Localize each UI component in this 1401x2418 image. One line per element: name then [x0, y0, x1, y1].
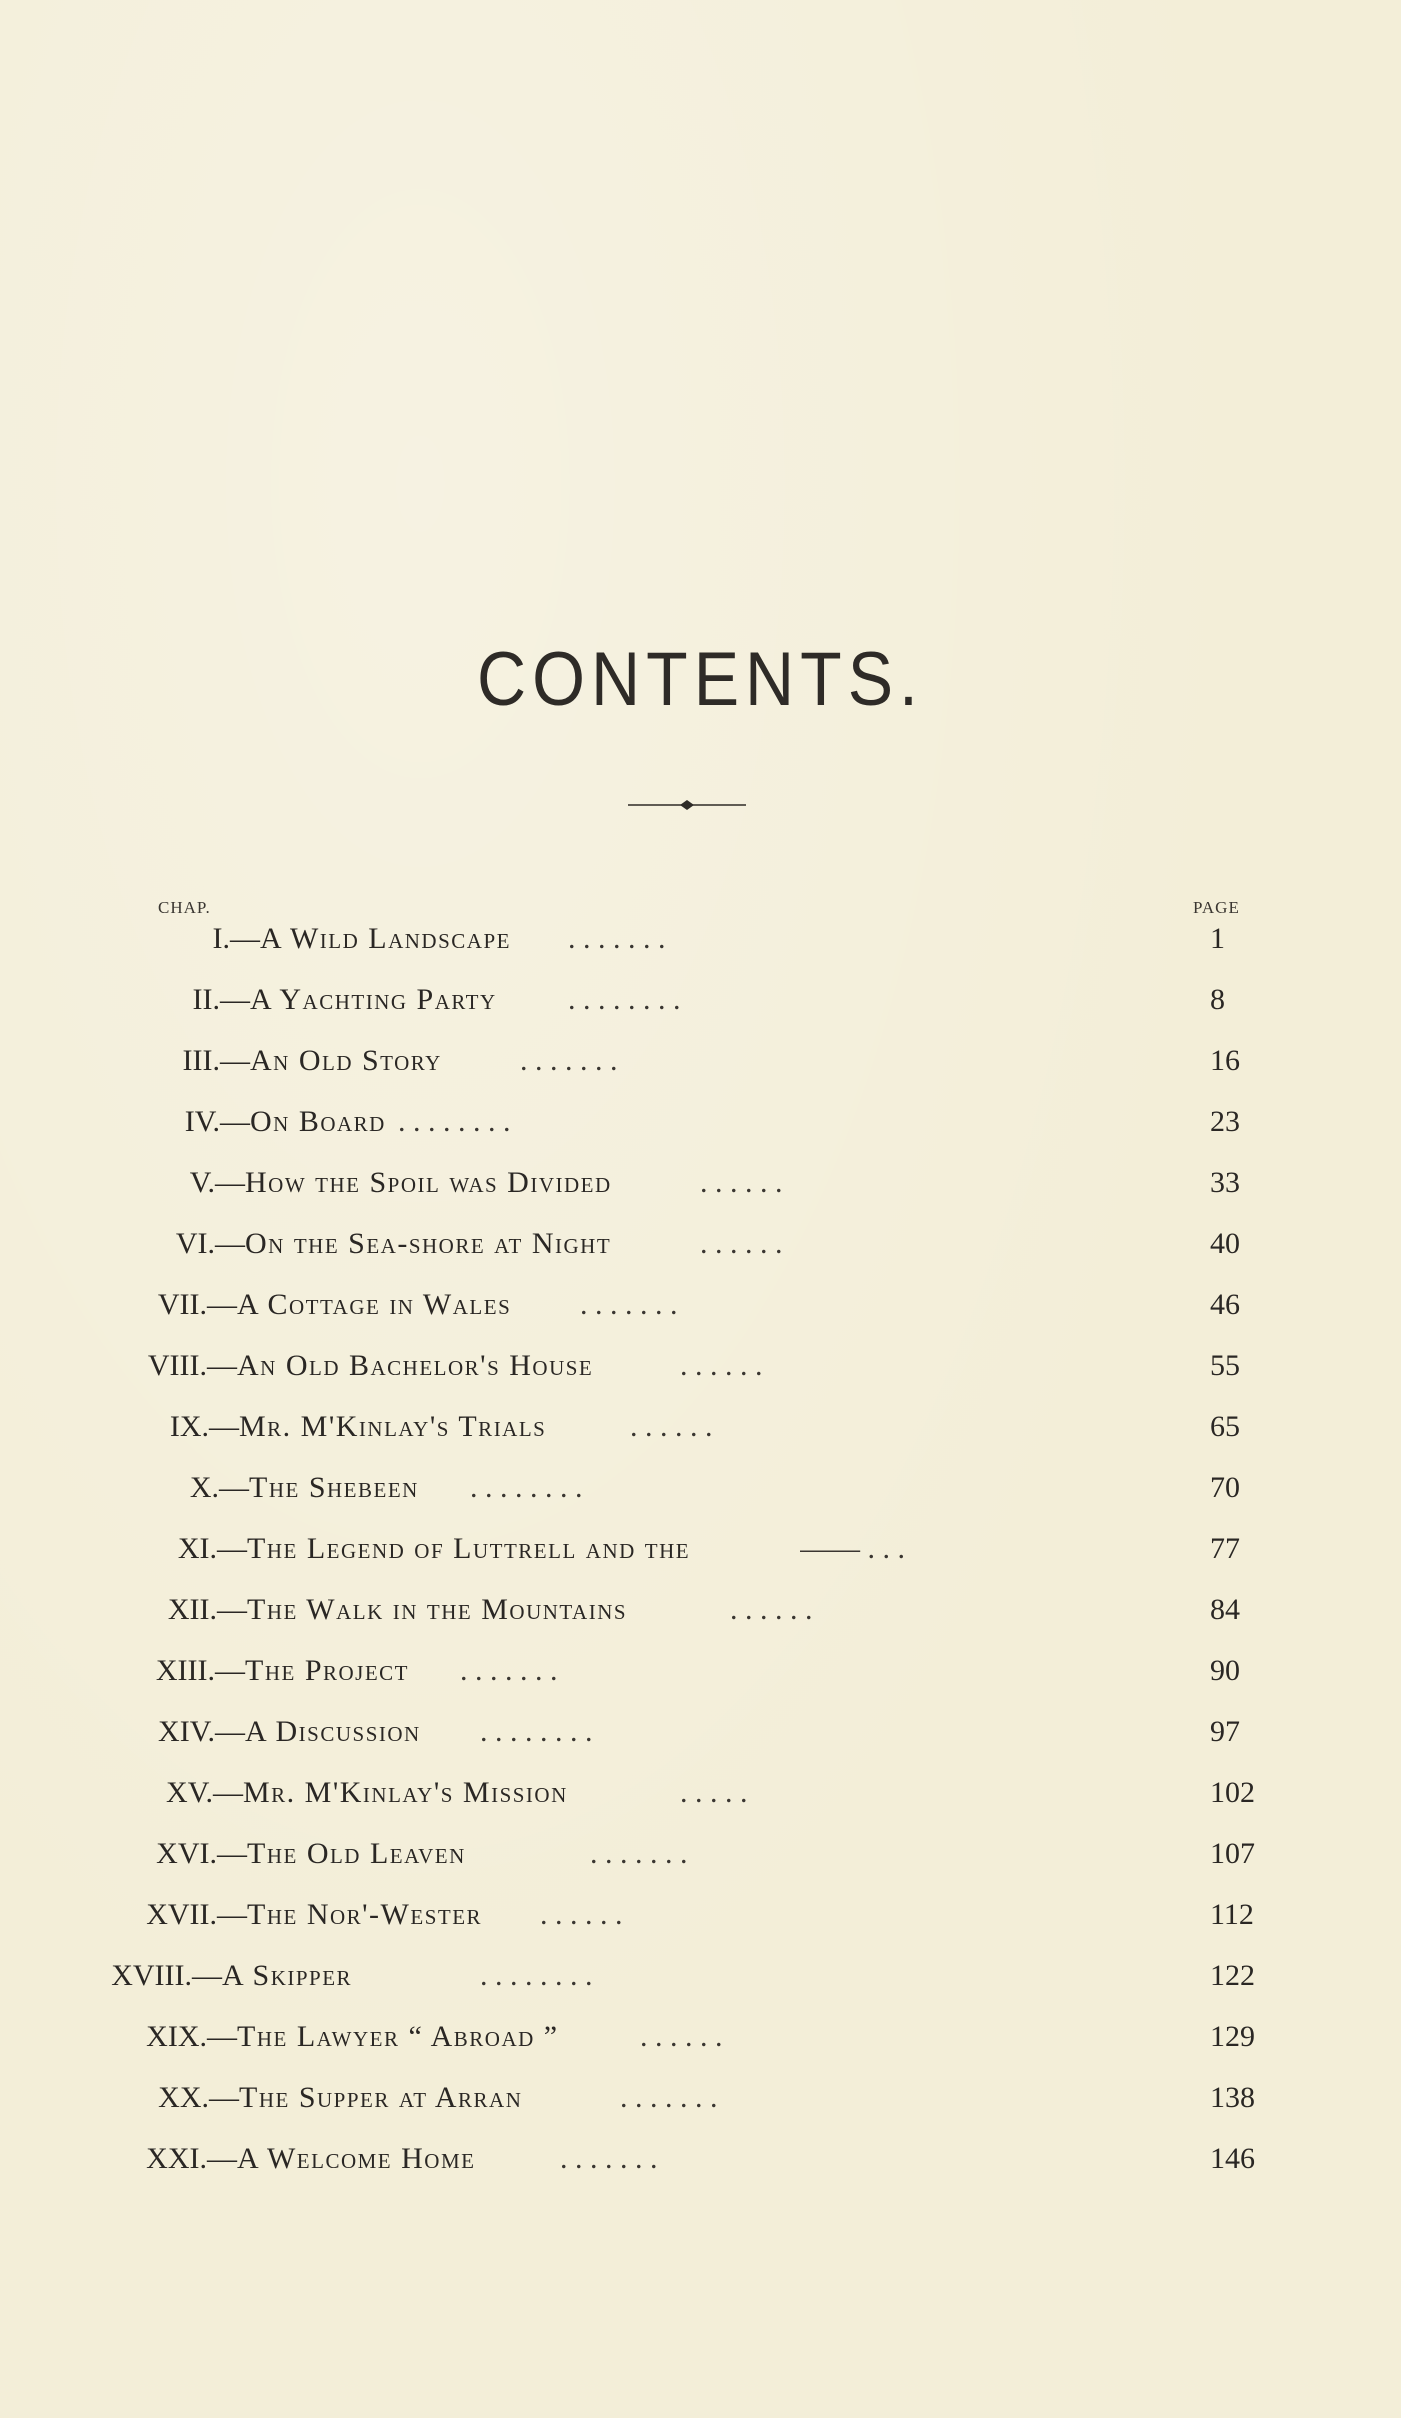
chapter-number: XII.—	[167, 1593, 247, 1626]
dot-leader: . . . . . . . .	[480, 1715, 593, 1748]
chapter-title: A Skipper	[222, 1959, 353, 1992]
chapter-column-label: CHAP.	[158, 898, 211, 917]
dot-leader: . . . . . . . .	[568, 983, 681, 1016]
dot-leader: . . . . . .	[630, 1410, 713, 1443]
chapter-number: II.—	[192, 983, 250, 1016]
page-number: 146	[1210, 2142, 1255, 2175]
chapter-title: A Cottage in Wales	[237, 1288, 512, 1321]
page-number: 77	[1210, 1532, 1240, 1565]
toc-entry	[0, 1463, 1401, 1513]
chapter-title: The Legend of Luttrell and the	[247, 1532, 691, 1565]
chapter-title: The Nor'-Wester	[247, 1898, 483, 1931]
chapter-title: The Lawyer “ Abroad ”	[237, 2020, 559, 2053]
toc-entry	[0, 1768, 1401, 1818]
toc-entry	[0, 1646, 1401, 1696]
dot-leader: —— . . .	[800, 1532, 905, 1565]
toc-entry	[0, 1036, 1401, 1086]
dot-leader: . . . . . .	[640, 2020, 723, 2053]
toc-entry	[0, 914, 1401, 964]
page-number: 40	[1210, 1227, 1240, 1260]
page-number: 8	[1210, 983, 1225, 1016]
dot-leader: . . . . . . .	[520, 1044, 618, 1077]
chapter-number: XIV.—	[158, 1715, 245, 1748]
page-number: 16	[1210, 1044, 1240, 1077]
toc-entry	[0, 1341, 1401, 1391]
page-number: 84	[1210, 1593, 1240, 1626]
chapter-title: On the Sea-shore at Night	[245, 1227, 612, 1260]
chapter-title: A Welcome Home	[237, 2142, 476, 2175]
chapter-title: A Wild Landscape	[260, 922, 511, 955]
page-number: 112	[1210, 1898, 1254, 1931]
chapter-number: IV.—	[184, 1105, 250, 1138]
dot-leader: . . . . . . . .	[398, 1105, 511, 1138]
chapter-number: X.—	[189, 1471, 249, 1504]
toc-entry	[0, 1951, 1401, 2001]
chapter-title: On Board	[250, 1105, 386, 1138]
toc-entry	[0, 1585, 1401, 1635]
chapter-number: XIII.—	[155, 1654, 245, 1687]
chapter-title: A Yachting Party	[250, 983, 497, 1016]
dot-leader: . . . . . . . .	[480, 1959, 593, 1992]
chapter-number: XVII.—	[146, 1898, 247, 1931]
page-number: 97	[1210, 1715, 1240, 1748]
toc-entry	[0, 2012, 1401, 2062]
toc-entry	[0, 1219, 1401, 1269]
toc-entry	[0, 1707, 1401, 1757]
dot-leader: . . . . . . .	[460, 1654, 558, 1687]
toc-entry	[0, 1402, 1401, 1452]
chapter-number: XVIII.—	[111, 1959, 222, 1992]
page-number: 107	[1210, 1837, 1255, 1870]
page-number: 55	[1210, 1349, 1240, 1382]
dot-leader: . . . . . . .	[580, 1288, 678, 1321]
chapter-number: XIX.—	[146, 2020, 237, 2053]
toc-entry	[0, 1829, 1401, 1879]
toc-entry	[0, 1097, 1401, 1147]
page-number: 65	[1210, 1410, 1240, 1443]
page-number: 129	[1210, 2020, 1255, 2053]
page-number: 122	[1210, 1959, 1255, 1992]
chapter-number: VI.—	[175, 1227, 245, 1260]
dot-leader: . . . . . . . .	[470, 1471, 583, 1504]
toc-entry	[0, 1158, 1401, 1208]
toc-entry	[0, 2073, 1401, 2123]
chapter-number: IX.—	[169, 1410, 239, 1443]
chapter-title: The Supper at Arran	[239, 2081, 523, 2114]
page-number: 23	[1210, 1105, 1240, 1138]
chapter-title: An Old Story	[250, 1044, 442, 1077]
chapter-title: How the Spoil was Divided	[245, 1166, 612, 1199]
chapter-number: XV.—	[166, 1776, 243, 1809]
chapter-title: Mr. M'Kinlay's Trials	[239, 1410, 547, 1443]
chapter-number: XXI.—	[146, 2142, 237, 2175]
page-number: 1	[1210, 922, 1225, 955]
page-number: 46	[1210, 1288, 1240, 1321]
dot-leader: . . . . . .	[680, 1349, 763, 1382]
chapter-title: The Walk in the Mountains	[247, 1593, 628, 1626]
page-number: 102	[1210, 1776, 1255, 1809]
page-title: CONTENTS.	[477, 636, 924, 722]
chapter-number: XVI.—	[156, 1837, 247, 1870]
chapter-title: Mr. M'Kinlay's Mission	[243, 1776, 568, 1809]
dot-leader: . . . . . .	[730, 1593, 813, 1626]
dot-leader: . . . . .	[680, 1776, 748, 1809]
dot-leader: . . . . . . .	[568, 922, 666, 955]
toc-entry	[0, 1890, 1401, 1940]
chapter-title: The Project	[245, 1654, 410, 1687]
chapter-number: I.—	[212, 922, 260, 955]
chapter-title: An Old Bachelor's House	[237, 1349, 594, 1382]
dot-leader: . . . . . . .	[620, 2081, 718, 2114]
dot-leader: . . . . . .	[700, 1166, 783, 1199]
page-number: 70	[1210, 1471, 1240, 1504]
toc-entry	[0, 1524, 1401, 1574]
chapter-number: XX.—	[158, 2081, 239, 2114]
toc-entry	[0, 975, 1401, 1025]
page-number: 90	[1210, 1654, 1240, 1687]
chapter-number: V.—	[189, 1166, 245, 1199]
chapter-number: XI.—	[177, 1532, 247, 1565]
page-column-label: PAGE	[1193, 898, 1240, 917]
dot-leader: . . . . . . .	[590, 1837, 688, 1870]
dot-leader: . . . . . . .	[560, 2142, 658, 2175]
chapter-number: III.—	[182, 1044, 250, 1077]
toc-entry	[0, 2134, 1401, 2184]
toc-entry	[0, 1280, 1401, 1330]
chapter-title: The Shebeen	[249, 1471, 419, 1504]
chapter-title: A Discussion	[245, 1715, 421, 1748]
chapter-number: VII.—	[157, 1288, 237, 1321]
dot-leader: . . . . . .	[540, 1898, 623, 1931]
page-number: 138	[1210, 2081, 1255, 2114]
dot-leader: . . . . . .	[700, 1227, 783, 1260]
chapter-number: VIII.—	[147, 1349, 237, 1382]
chapter-title: The Old Leaven	[247, 1837, 466, 1870]
page-number: 33	[1210, 1166, 1240, 1199]
